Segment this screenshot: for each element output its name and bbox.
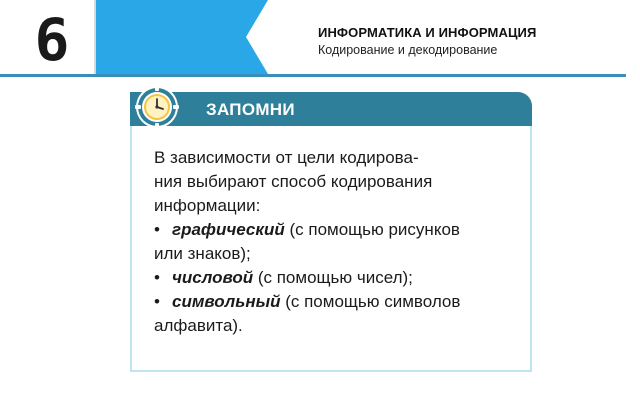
bullet-term: символьный [172,292,281,311]
bullet-marker: • [154,292,160,311]
header-titles [318,24,536,59]
intro-line: информации: [154,196,261,215]
bullet-text: (с помощью символов [280,292,461,311]
bullet-item-graphic [154,218,514,242]
bullet-marker: • [154,268,160,287]
remember-title: ЗАПОМНИ [206,100,295,119]
section-subtitle: Кодирование и декодирование [318,43,498,57]
remember-body [130,126,532,372]
header-ribbon [96,0,268,74]
bullet-marker: • [154,220,160,239]
remember-header [130,92,532,126]
intro-line: ния выбирают способ кодирования [154,172,433,191]
remember-text [154,146,514,338]
bullet-term: графический [172,220,285,239]
section-title: ИНФОРМАТИКА И ИНФОРМАЦИЯ [318,25,537,40]
intro-line: В зависимости от цели кодирова- [154,148,419,167]
remember-box [130,92,532,374]
bullet-continuation: алфавита). [154,316,243,335]
bullet-continuation: или знаков); [154,244,251,263]
bullet-term: числовой [172,268,254,287]
header-rule [0,74,626,77]
bullet-text: (с помощью рисунков [284,220,460,239]
bullet-item-numeric [154,266,514,290]
bullet-text: (с помощью чисел); [253,268,413,287]
clock-icon [134,84,180,130]
bullet-item-symbolic [154,290,514,314]
chapter-number: 6 [34,6,70,74]
